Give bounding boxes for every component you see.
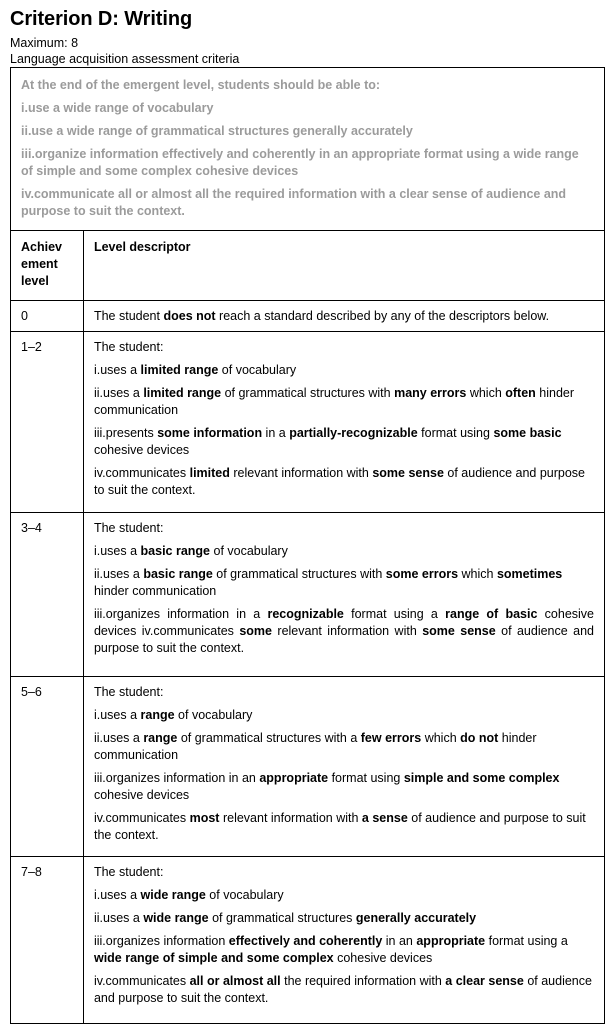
objective-item: iii.organize information effectively and coherently in an appropriate format using a wide range of simple and some complex cohesive devices bbox=[21, 147, 579, 178]
emphasis-text: range bbox=[143, 731, 178, 745]
descriptor-line bbox=[94, 308, 594, 325]
emphasis-text: some basic bbox=[493, 426, 562, 440]
descriptor-text: ii.uses a bbox=[93, 386, 144, 400]
header-level-line: level bbox=[21, 274, 49, 288]
emphasis-text: often bbox=[505, 386, 536, 400]
emphasis-text: recognizable bbox=[267, 607, 344, 621]
descriptor-cell bbox=[83, 301, 604, 332]
descriptor-line bbox=[94, 339, 594, 356]
emphasis-text: appropriate bbox=[416, 934, 486, 948]
header-level-line: Achiev bbox=[21, 240, 62, 254]
descriptor-text: reach a standard described by any of the descriptors below. bbox=[215, 309, 550, 323]
descriptor-line bbox=[94, 606, 594, 657]
objective-item: ii.use a wide range of grammatical structures generally accurately bbox=[21, 124, 413, 138]
descriptor-text: cohesive devices iv.communicates bbox=[93, 607, 594, 638]
emphasis-text: some bbox=[239, 624, 272, 638]
emphasis-text: few errors bbox=[360, 731, 422, 745]
descriptor-text: i.uses a bbox=[93, 363, 141, 377]
descriptor-text: ii.uses a bbox=[93, 567, 144, 581]
table-row bbox=[11, 513, 605, 677]
descriptor-text: format using bbox=[417, 426, 494, 440]
descriptor-text: The student: bbox=[93, 685, 164, 699]
descriptor-line bbox=[94, 933, 594, 967]
descriptor-line bbox=[94, 543, 594, 560]
emphasis-text: range bbox=[140, 708, 175, 722]
achievement-level-cell: 5–6 bbox=[11, 677, 84, 857]
header-achievement-level bbox=[11, 231, 84, 301]
emphasis-text: limited bbox=[189, 466, 230, 480]
emphasis-text: basic range bbox=[143, 567, 213, 581]
table-row bbox=[11, 857, 605, 1024]
descriptor-text: format using a bbox=[485, 934, 568, 948]
descriptor-text: of audience and purpose to suit the context. bbox=[93, 974, 592, 1005]
table-header-row bbox=[11, 231, 605, 301]
descriptor-text: in a bbox=[262, 426, 290, 440]
table-row bbox=[11, 677, 605, 857]
descriptor-text: The student: bbox=[93, 865, 164, 879]
emphasis-text: partially-recognizable bbox=[289, 426, 418, 440]
emphasis-text: some sense bbox=[422, 624, 496, 638]
descriptor-text: which bbox=[458, 567, 497, 581]
objectives-intro: At the end of the emergent level, students should be able to: bbox=[21, 78, 381, 92]
criteria-table bbox=[10, 230, 605, 1024]
achievement-level-cell: 7–8 bbox=[11, 857, 84, 1024]
descriptor-line bbox=[94, 730, 594, 764]
descriptor-line bbox=[94, 520, 594, 537]
descriptor-text: ii.uses a bbox=[93, 731, 144, 745]
descriptor-text: iii.presents bbox=[93, 426, 158, 440]
descriptor-line bbox=[94, 973, 594, 1007]
subtitle: Language acquisition assessment criteria bbox=[10, 52, 240, 66]
emphasis-text: all or almost all bbox=[189, 974, 281, 988]
emphasis-text: some errors bbox=[385, 567, 459, 581]
descriptor-text: of vocabulary bbox=[205, 888, 284, 902]
descriptor-text: relevant information with bbox=[219, 811, 362, 825]
header-level-descriptor: Level descriptor bbox=[83, 231, 604, 301]
emphasis-text: does not bbox=[163, 309, 216, 323]
descriptor-line bbox=[94, 684, 594, 701]
emphasis-text: wide range bbox=[140, 888, 206, 902]
descriptor-text: hinder communication bbox=[93, 386, 575, 417]
descriptor-cell bbox=[83, 857, 604, 1024]
achievement-level-cell: 1–2 bbox=[11, 332, 84, 513]
descriptor-text: of grammatical structures with bbox=[221, 386, 395, 400]
descriptor-text: of vocabulary bbox=[174, 708, 253, 722]
descriptor-text: iii.organizes information bbox=[93, 934, 229, 948]
emphasis-text: wide range of simple and some complex bbox=[93, 951, 334, 965]
emphasis-text: effectively and coherently bbox=[228, 934, 383, 948]
descriptor-text: which bbox=[421, 731, 461, 745]
descriptor-text: in an bbox=[382, 934, 417, 948]
emphasis-text: wide range bbox=[143, 911, 209, 925]
emphasis-text: generally accurately bbox=[355, 911, 477, 925]
descriptor-text: of vocabulary bbox=[218, 363, 297, 377]
emphasis-text: most bbox=[189, 811, 220, 825]
achievement-level-cell: 3–4 bbox=[11, 513, 84, 677]
descriptor-text: format using bbox=[328, 771, 404, 785]
objective-item: iv.communicate all or almost all the required information with a clear sense of audience and purpose to suit the context. bbox=[21, 187, 567, 218]
emphasis-text: a clear sense bbox=[445, 974, 524, 988]
emphasis-text: limited range bbox=[140, 363, 219, 377]
descriptor-text: cohesive devices bbox=[93, 788, 190, 802]
descriptor-text: of vocabulary bbox=[210, 544, 288, 558]
header-level-line: ement bbox=[21, 257, 58, 271]
descriptor-line bbox=[94, 810, 594, 844]
table-row bbox=[11, 332, 605, 513]
descriptor-line bbox=[94, 362, 594, 379]
descriptor-line bbox=[94, 707, 594, 724]
descriptor-cell bbox=[83, 513, 604, 677]
descriptor-text: ii.uses a bbox=[93, 911, 144, 925]
descriptor-cell bbox=[83, 677, 604, 857]
emphasis-text: some sense bbox=[372, 466, 444, 480]
descriptor-line bbox=[94, 910, 594, 927]
maximum-score: Maximum: 8 bbox=[10, 36, 79, 50]
emphasis-text: some information bbox=[157, 426, 263, 440]
descriptor-text: hinder communication bbox=[93, 584, 217, 598]
table-row bbox=[11, 301, 605, 332]
descriptor-text: The student bbox=[93, 309, 164, 323]
descriptor-text: of grammatical structures with bbox=[212, 567, 386, 581]
descriptor-text: cohesive devices bbox=[93, 443, 190, 457]
descriptor-text: of grammatical structures bbox=[208, 911, 356, 925]
descriptor-text: i.uses a bbox=[93, 888, 141, 902]
descriptor-text: of audience and purpose to suit the context. bbox=[93, 466, 586, 497]
descriptor-line bbox=[94, 864, 594, 881]
objectives-box bbox=[10, 67, 605, 231]
descriptor-text: which bbox=[466, 386, 506, 400]
descriptor-line bbox=[94, 770, 594, 804]
emphasis-text: a sense bbox=[361, 811, 408, 825]
emphasis-text: simple and some complex bbox=[403, 771, 560, 785]
descriptor-text: of audience and purpose to suit the context. bbox=[93, 624, 594, 655]
descriptor-text: The student: bbox=[93, 340, 164, 354]
descriptor-text: relevant information with bbox=[272, 624, 423, 638]
descriptor-text: iv.communicates bbox=[93, 811, 190, 825]
descriptor-line bbox=[94, 465, 594, 499]
descriptor-line bbox=[94, 887, 594, 904]
achievement-level-cell: 0 bbox=[11, 301, 84, 332]
descriptor-line bbox=[94, 425, 594, 459]
descriptor-text: iii.organizes information in a bbox=[93, 607, 268, 621]
descriptor-text: of grammatical structures with a bbox=[177, 731, 361, 745]
emphasis-text: appropriate bbox=[259, 771, 329, 785]
descriptor-text: hinder communication bbox=[93, 731, 537, 762]
descriptor-text: iii.organizes information in an bbox=[93, 771, 260, 785]
emphasis-text: limited range bbox=[143, 386, 222, 400]
descriptor-cell bbox=[83, 332, 604, 513]
descriptor-text: the required information with bbox=[280, 974, 446, 988]
descriptor-text: i.uses a bbox=[93, 544, 141, 558]
emphasis-text: many errors bbox=[394, 386, 467, 400]
page-title: Criterion D: Writing bbox=[10, 8, 193, 30]
emphasis-text: range of basic bbox=[445, 607, 538, 621]
descriptor-text: cohesive devices bbox=[333, 951, 433, 965]
descriptor-text: format using a bbox=[343, 607, 446, 621]
descriptor-text: relevant information with bbox=[229, 466, 373, 480]
descriptor-text: The student: bbox=[93, 521, 164, 535]
descriptor-text: of audience and purpose to suit the context. bbox=[93, 811, 586, 842]
emphasis-text: do not bbox=[460, 731, 499, 745]
descriptor-text: iv.communicates bbox=[93, 466, 190, 480]
descriptor-text: iv.communicates bbox=[93, 974, 190, 988]
descriptor-text: i.uses a bbox=[93, 708, 141, 722]
descriptor-line bbox=[94, 385, 594, 419]
emphasis-text: basic range bbox=[140, 544, 211, 558]
descriptor-line bbox=[94, 566, 594, 600]
objective-item: i.use a wide range of vocabulary bbox=[21, 101, 214, 115]
emphasis-text: sometimes bbox=[496, 567, 563, 581]
